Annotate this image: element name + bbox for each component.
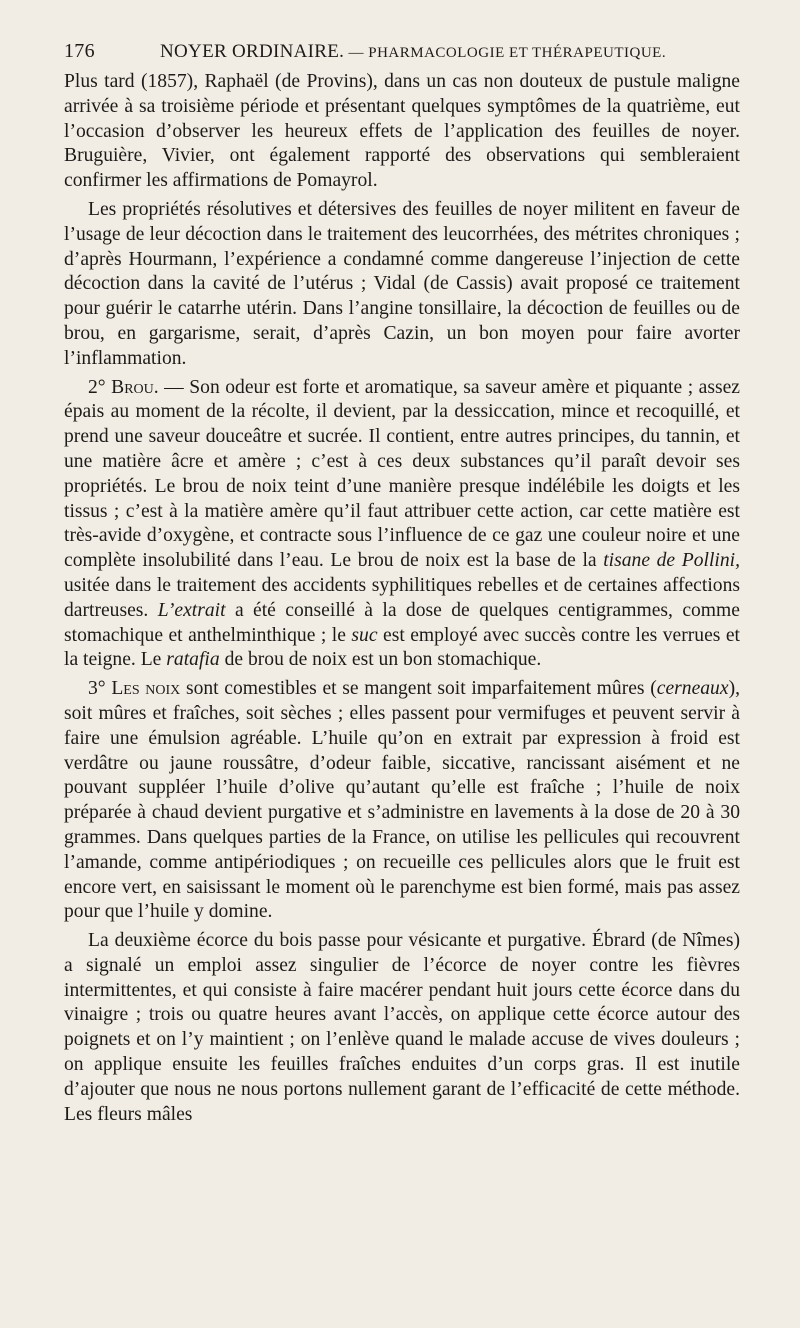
running-header [64,40,740,70]
paragraph-1: Plus tard (1857), Raphaël (de Provins), dans un cas non douteux de pustule maligne arrivée à sa troisième période et présentant quelques symptômes de la quatrième, eut l’occasion d’observer les heureux effets de l’application des feuilles de noyer. Bruguière, Vivier, ont également rapporté des observations qui sembleraient confirmer les affirmations de Pomayrol. [64,71,740,192]
italic-term: L’extrait [157,599,226,621]
text-run: — Son odeur est forte et aromatique, sa saveur amère et piquante ; assez épais au moment de la récolte, il devient, par la dessiccation, mince et recoquillé, et prend une saveur douceâtre et sucrée. Il contient, entre autres principes, du tannin, et une matière âcre et amère ; c’est à ces deux substances qu’il paraît devoir ses propriétés. Le brou de noix teint d’une manière presque indélébile les doigts et les tissus ; c’est à la matière amère qu’il faut attribuer cette action, car cette matière est très-avide d’oxygène, et contracte sous l’influence de ce gaz une couleur noire et une complète insolubilité dans l’eau. Le brou de noix est la base de la [64,376,740,572]
running-title: NOYER ORDINAIRE. [160,41,345,62]
text-run: usitée dans le traitement des accidents syphilitiques rebelles et de certaines affections dartreuses. [64,574,740,621]
italic-term: ratafia [166,649,220,671]
italic-term: suc [351,624,378,646]
section-number: 2° [88,376,106,398]
text-run: de brou de noix est un bon stomachique. [224,649,542,671]
paragraph-brou [64,376,740,674]
page-number: 176 [64,40,95,62]
text-run: sont comestibles et se mangent soit imparfaitement mûres ( [185,678,657,700]
paragraph-noix [64,677,740,925]
section-number: 3° [88,678,106,700]
paragraph-2: Les propriétés résolutives et détersives des feuilles de noyer militent en faveur de l’usage de leur décoction dans le traitement des leucorrhées, des métrites chroniques ; d’après Hourmann, l’expérience a condamné comme dangereuse l’injection de cette décoction dans la cavité de l’utérus ; Vidal (de Cassis) avait proposé ce traitement pour guérir le catarrhe utérin. Dans l’angine tonsillaire, la décoction de feuilles ou de brou, en gargarisme, serait, d’après Cazin, un bon moyen pour faire avorter l’inflammation. [64,198,740,369]
section-heading-noix: Les noix [111,678,181,700]
text-run: a été conseillé à la dose de quelques centigrammes, comme stomachique et anthelminthique ; le [64,599,740,646]
section-heading-brou: Brou. [111,376,159,398]
paragraph-5: La deuxième écorce du bois passe pour vésicante et purgative. Ébrard (de Nîmes) a signalé un emploi assez singulier de l’écorce de noyer contre les fièvres intermittentes, et qui consiste à faire macérer pendant huit jours cette écorce dans du vinaigre ; trois ou quatre heures avant l’accès, on applique cette écorce autour des poignets et on l’y maintient ; on l’enlève quand le malade accuse de vives douleurs ; on applique ensuite les feuilles fraîches enduites d’un corps gras. Il est inutile d’ajouter que nous ne nous portons nullement garant de l’efficacité de cette méthode. Les fleurs mâles [64,930,740,1125]
italic-term: cerneaux [656,678,729,700]
text-run: ), soit mûres et fraîches, soit sèches ; elles passent pour vermifuges et peuvent servir à faire une émulsion agréable. L’huile qu’on en extrait par expression à froid est verdâtre ou jaune roussâtre, d’odeur faible, siccative, rancissant aisément et ne pouvant suppléer l’huile d’olive qu’autant qu’elle est fraîche ; l’huile de noix préparée à chaud devient purgative et s’administre en lavements à la dose de 20 à 30 grammes. Dans quelques parties de la France, on utilise les pellicules qui recouvrent l’amande, comme antipériodiques ; on recueille ces pellicules alors que le fruit est encore vert, en saisissant le moment où le parenchyme est bien formé, mais pas assez pour que l’huile y domine. [64,678,740,923]
running-subtitle: PHARMACOLOGIE ET THÉRAPEUTIQUE. [368,45,667,61]
text-run: est employé avec succès contre les verrues et la teigne. Le [64,624,740,671]
italic-term: tisane de Pollini, [603,550,740,572]
body-text [64,70,740,1127]
running-dash: — [344,45,369,61]
